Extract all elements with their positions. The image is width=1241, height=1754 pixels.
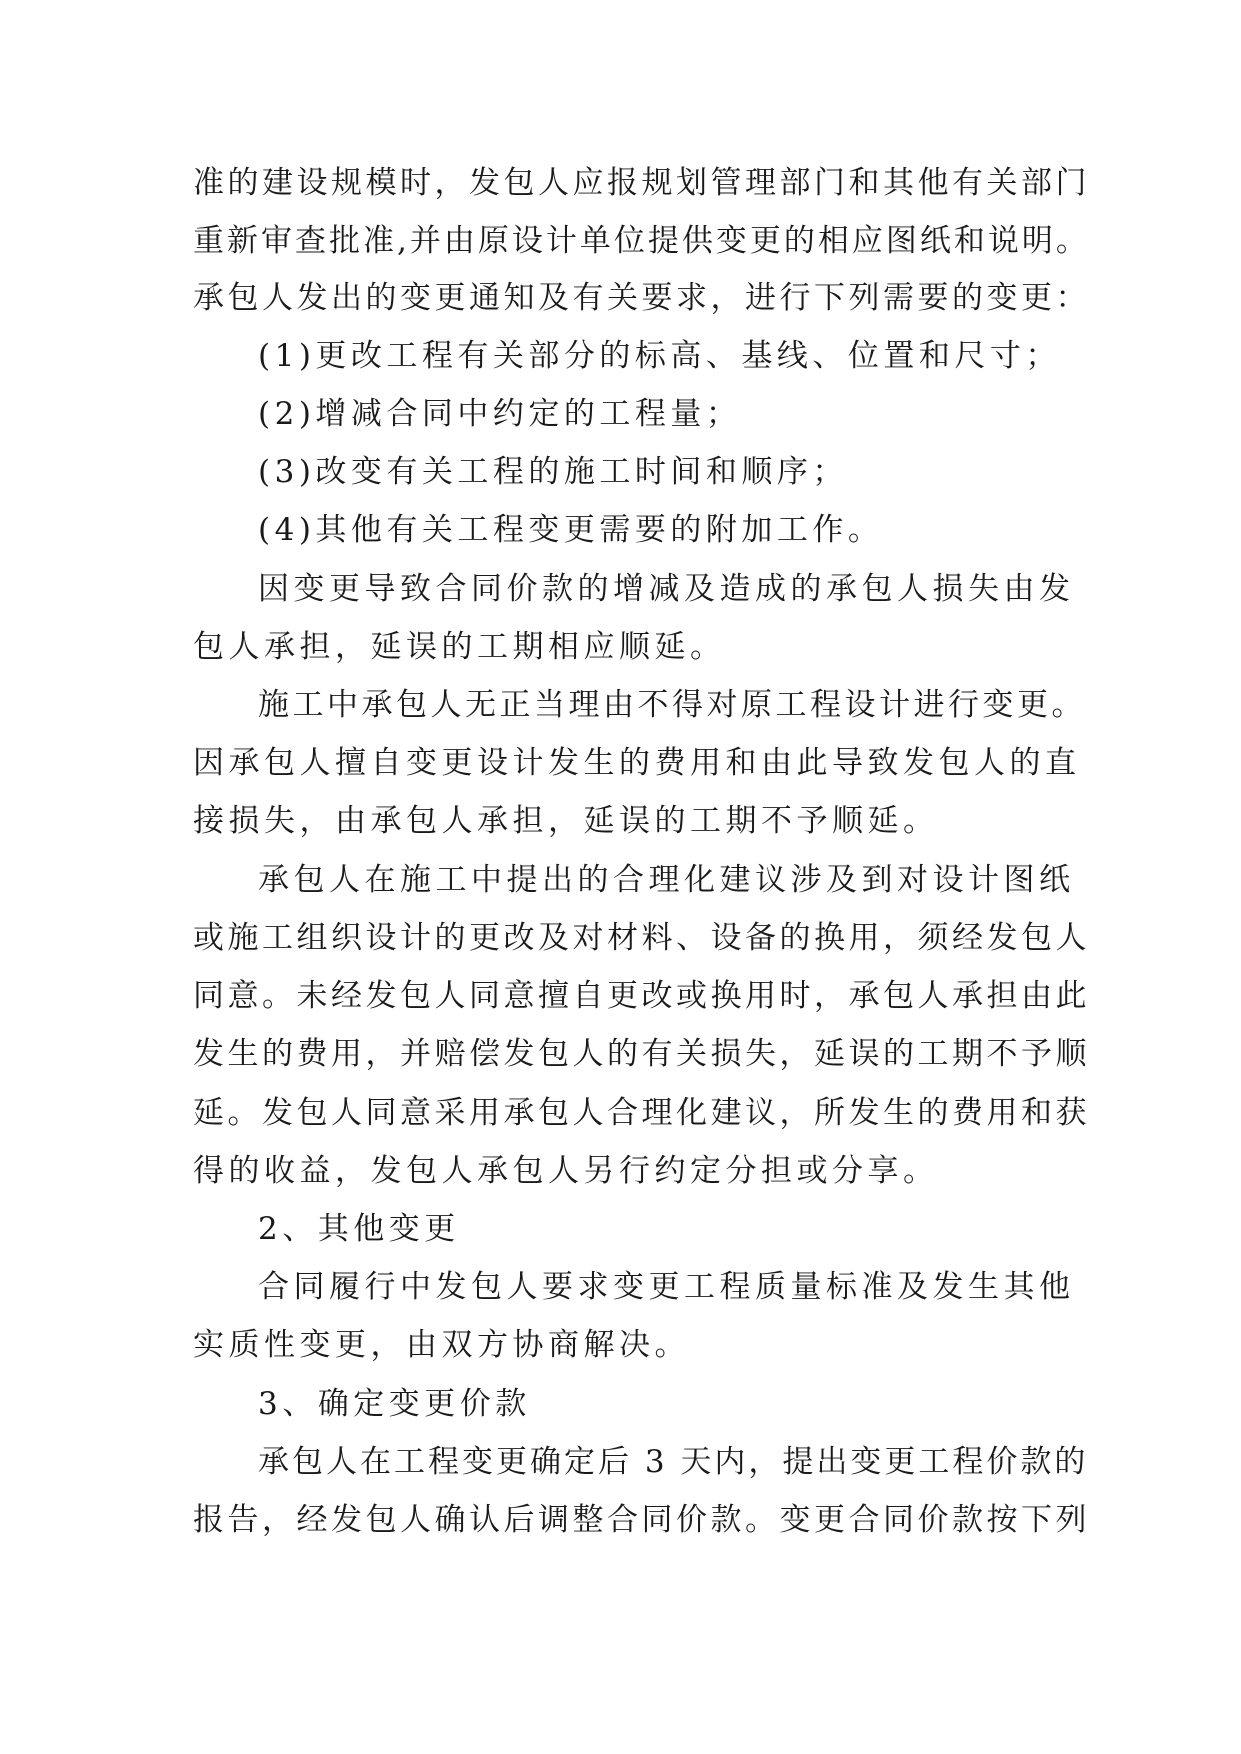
text-line-13: 承包人在施工中提出的合理化建议涉及到对设计图纸 <box>258 862 1075 898</box>
text-line-18: 得的收益，发包人承包人另行约定分担或分享。 <box>193 1153 939 1189</box>
text-line-24: 报告，经发包人确认后调整合同价款。变更合同价款按下列 <box>193 1502 1090 1538</box>
text-line-12: 接损失，由承包人承担，延误的工期不予顺延。 <box>193 803 939 839</box>
text-line-8: 因变更导致合同价款的增减及造成的承包人损失由发 <box>258 571 1075 607</box>
text-line-3: 承包人发出的变更通知及有关要求，进行下列需要的变更： <box>193 280 1090 316</box>
list-item-4: (4)其他有关工程变更需要的附加工作。 <box>258 512 884 548</box>
text-line-9: 包人承担，延误的工期相应顺延。 <box>193 629 726 665</box>
list-item-2: (2)增减合同中约定的工程量； <box>258 396 742 432</box>
text-line-10: 施工中承包人无正当理由不得对原工程设计进行变更。 <box>258 687 1086 723</box>
text-line-2: 重新审查批准,并由原设计单位提供变更的相应图纸和说明。 <box>193 223 1090 259</box>
text-line-20: 合同履行中发包人要求变更工程质量标准及发生其他 <box>258 1269 1075 1305</box>
text-line-16: 发生的费用，并赔偿发包人的有关损失，延误的工期不予顺 <box>193 1036 1090 1072</box>
list-item-3: (3)改变有关工程的施工时间和顺序； <box>258 454 848 490</box>
text-line-11: 因承包人擅自变更设计发生的费用和由此导致发包人的直 <box>193 745 1081 781</box>
section-heading-3: 3、确定变更价款 <box>258 1386 531 1422</box>
text-line-1: 准的建设规模时，发包人应报规划管理部门和其他有关部门 <box>193 165 1090 201</box>
text-line-15: 同意。未经发包人同意擅自更改或换用时，承包人承担由此 <box>193 978 1090 1014</box>
list-item-1: (1)更改工程有关部分的标高、基线、位置和尺寸； <box>258 338 1061 374</box>
section-heading-2: 2、其他变更 <box>258 1211 460 1247</box>
text-line-14: 或施工组织设计的更改及对材料、设备的换用，须经发包人 <box>193 920 1090 956</box>
text-line-17: 延。发包人同意采用承包人合理化建议，所发生的费用和获 <box>193 1095 1090 1131</box>
text-line-23: 承包人在工程变更确定后 3 天内，提出变更工程价款的 <box>258 1444 1089 1480</box>
text-line-21: 实质性变更，由双方协商解决。 <box>193 1327 690 1363</box>
